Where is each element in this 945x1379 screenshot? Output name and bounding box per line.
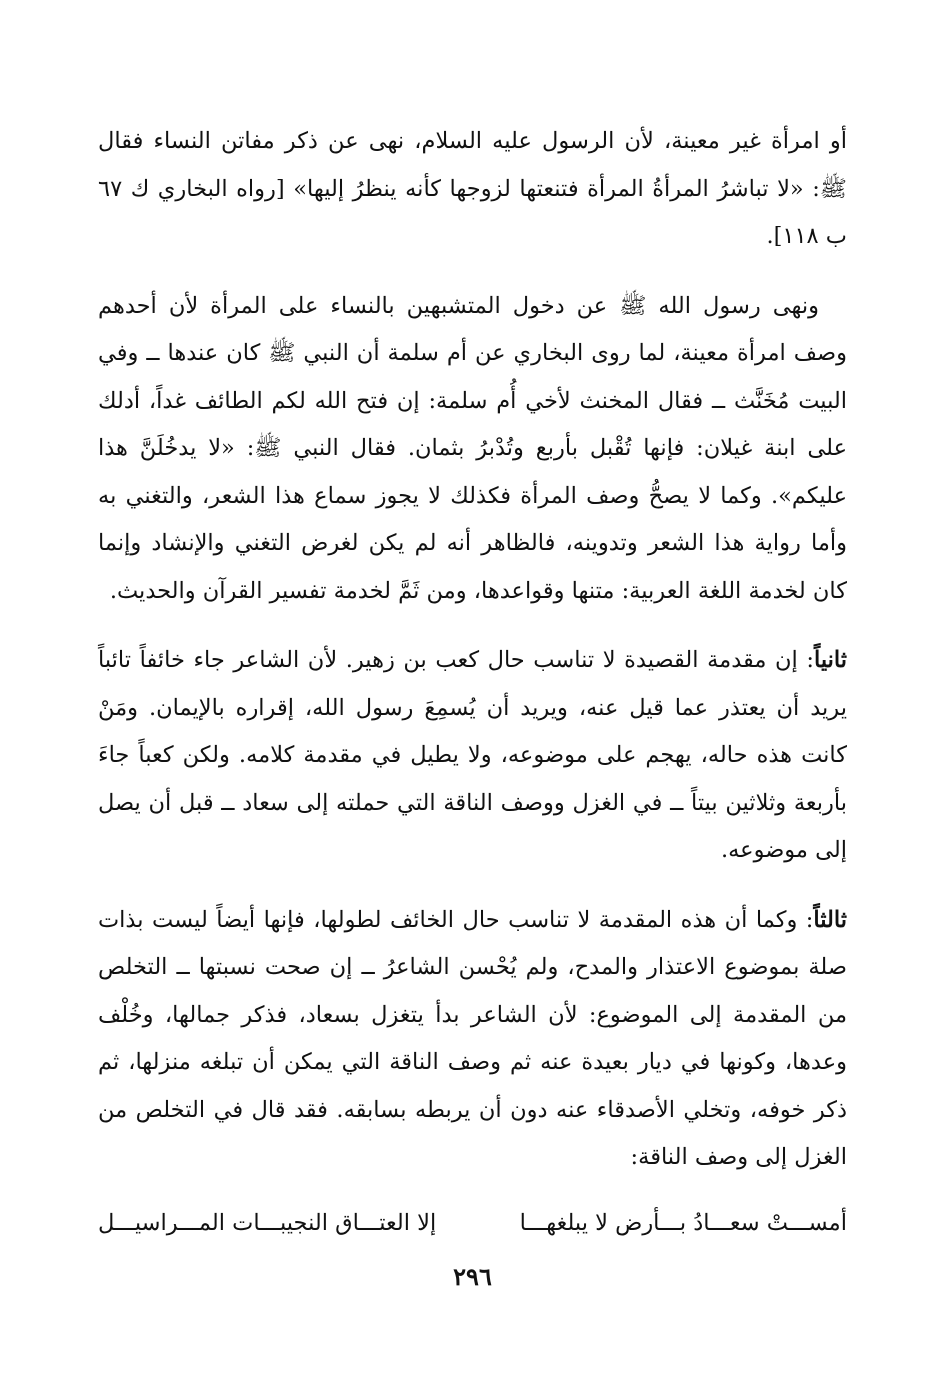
page-number: ٢٩٦ bbox=[453, 1262, 492, 1291]
paragraph-3 bbox=[98, 637, 847, 875]
verse-first-hemistich: أمســـتْ سعـــادُ بـــأرض لا يبلغهـــا bbox=[519, 1209, 847, 1236]
poem-verse bbox=[98, 1200, 847, 1248]
paragraph-3-text: : إن مقدمة القصيدة لا تناسب حال كعب بن زهير. لأن الشاعر جاء خائفاً تائباً يريد أن يعتذر عما قيل عنه، ويريد أن يُسمِعَ رسول الله، إقراره بالإيمان. ومَنْ كانت هذه حاله، يهجم على موضوعه، ولا يطيل في مقدمة كلامه. ولكن كعباً جاءَ بأربعة وثلاثين بيتاً ــ في الغزل ووصف الناقة التي حملته إلى سعاد ــ قبل أن يصل إلى موضوعه. bbox=[98, 647, 847, 863]
paragraph-4-lead: ثالثاً bbox=[813, 906, 847, 933]
paragraph-4-text: : وكما أن هذه المقدمة لا تناسب حال الخائف لطولها، فإنها أيضاً ليست بذات صلة بموضوع الاعتذار والمدح، ولم يُحْسن الشاعرُ ــ إن صحت نسبتها ــ التخلص من المقدمة إلى الموضوع: لأن الشاعر بدأ يتغزل بسعاد، فذكر جمالها، وخُلْف وعدها، وكونها في ديار بعيدة عنه ثم وصف الناقة التي يمكن أن تبلغه منزلها، ثم ذكر خوفه، وتخلي الأصدقاء عنه دون أن يربطه بسابقه. فقد قال في التخلص من الغزل إلى وصف الناقة: bbox=[98, 906, 847, 1170]
paragraph-1-text: أو امرأة غير معينة، لأن الرسول عليه السلام، نهى عن ذكر مفاتن النساء فقال ﷺ: «لا تباشرُ المرأةُ المرأة فتنعتها لزوجها كأنه ينظرُ إليها» [رواه البخاري ك ٦٧ ب ١١٨]. bbox=[98, 128, 847, 249]
paragraph-1 bbox=[98, 118, 847, 261]
paragraph-4 bbox=[98, 897, 847, 1182]
paragraph-2-text: ونهى رسول الله ﷺ عن دخول المتشبهين بالنساء على المرأة لأن أحدهم وصف امرأة معينة، لما روى البخاري عن أم سلمة أن النبي ﷺ كان عندها ــ وفي البيت مُخَنَّث ــ فقال المخنث لأخي أُم سلمة: إن فتح الله لكم الطائف غداً، أدلك على ابنة غيلان: فإنها تُقْبل بأربع وتُدْبرُ بثمان. فقال النبي ﷺ: «لا يدخُلَنَّ هذا عليكم». وكما لا يصحُّ وصف المرأة فكذلك لا يجوز سماع هذا الشعر، والتغني به وأما رواية هذا الشعر وتدوينه، فالظاهر أنه لم يكن لغرض التغني والإنشاد وإنما كان لخدمة اللغة العربية: متنها وقواعدها، ومن ثَمَّ لخدمة تفسير القرآن والحديث. bbox=[98, 292, 847, 604]
paragraph-2 bbox=[98, 283, 847, 616]
paragraph-3-lead: ثانياً bbox=[813, 647, 847, 673]
page-body bbox=[98, 118, 847, 1247]
verse-second-hemistich: إلا العتـــاق النجيبـــات المـــراسيـــل bbox=[98, 1209, 437, 1236]
